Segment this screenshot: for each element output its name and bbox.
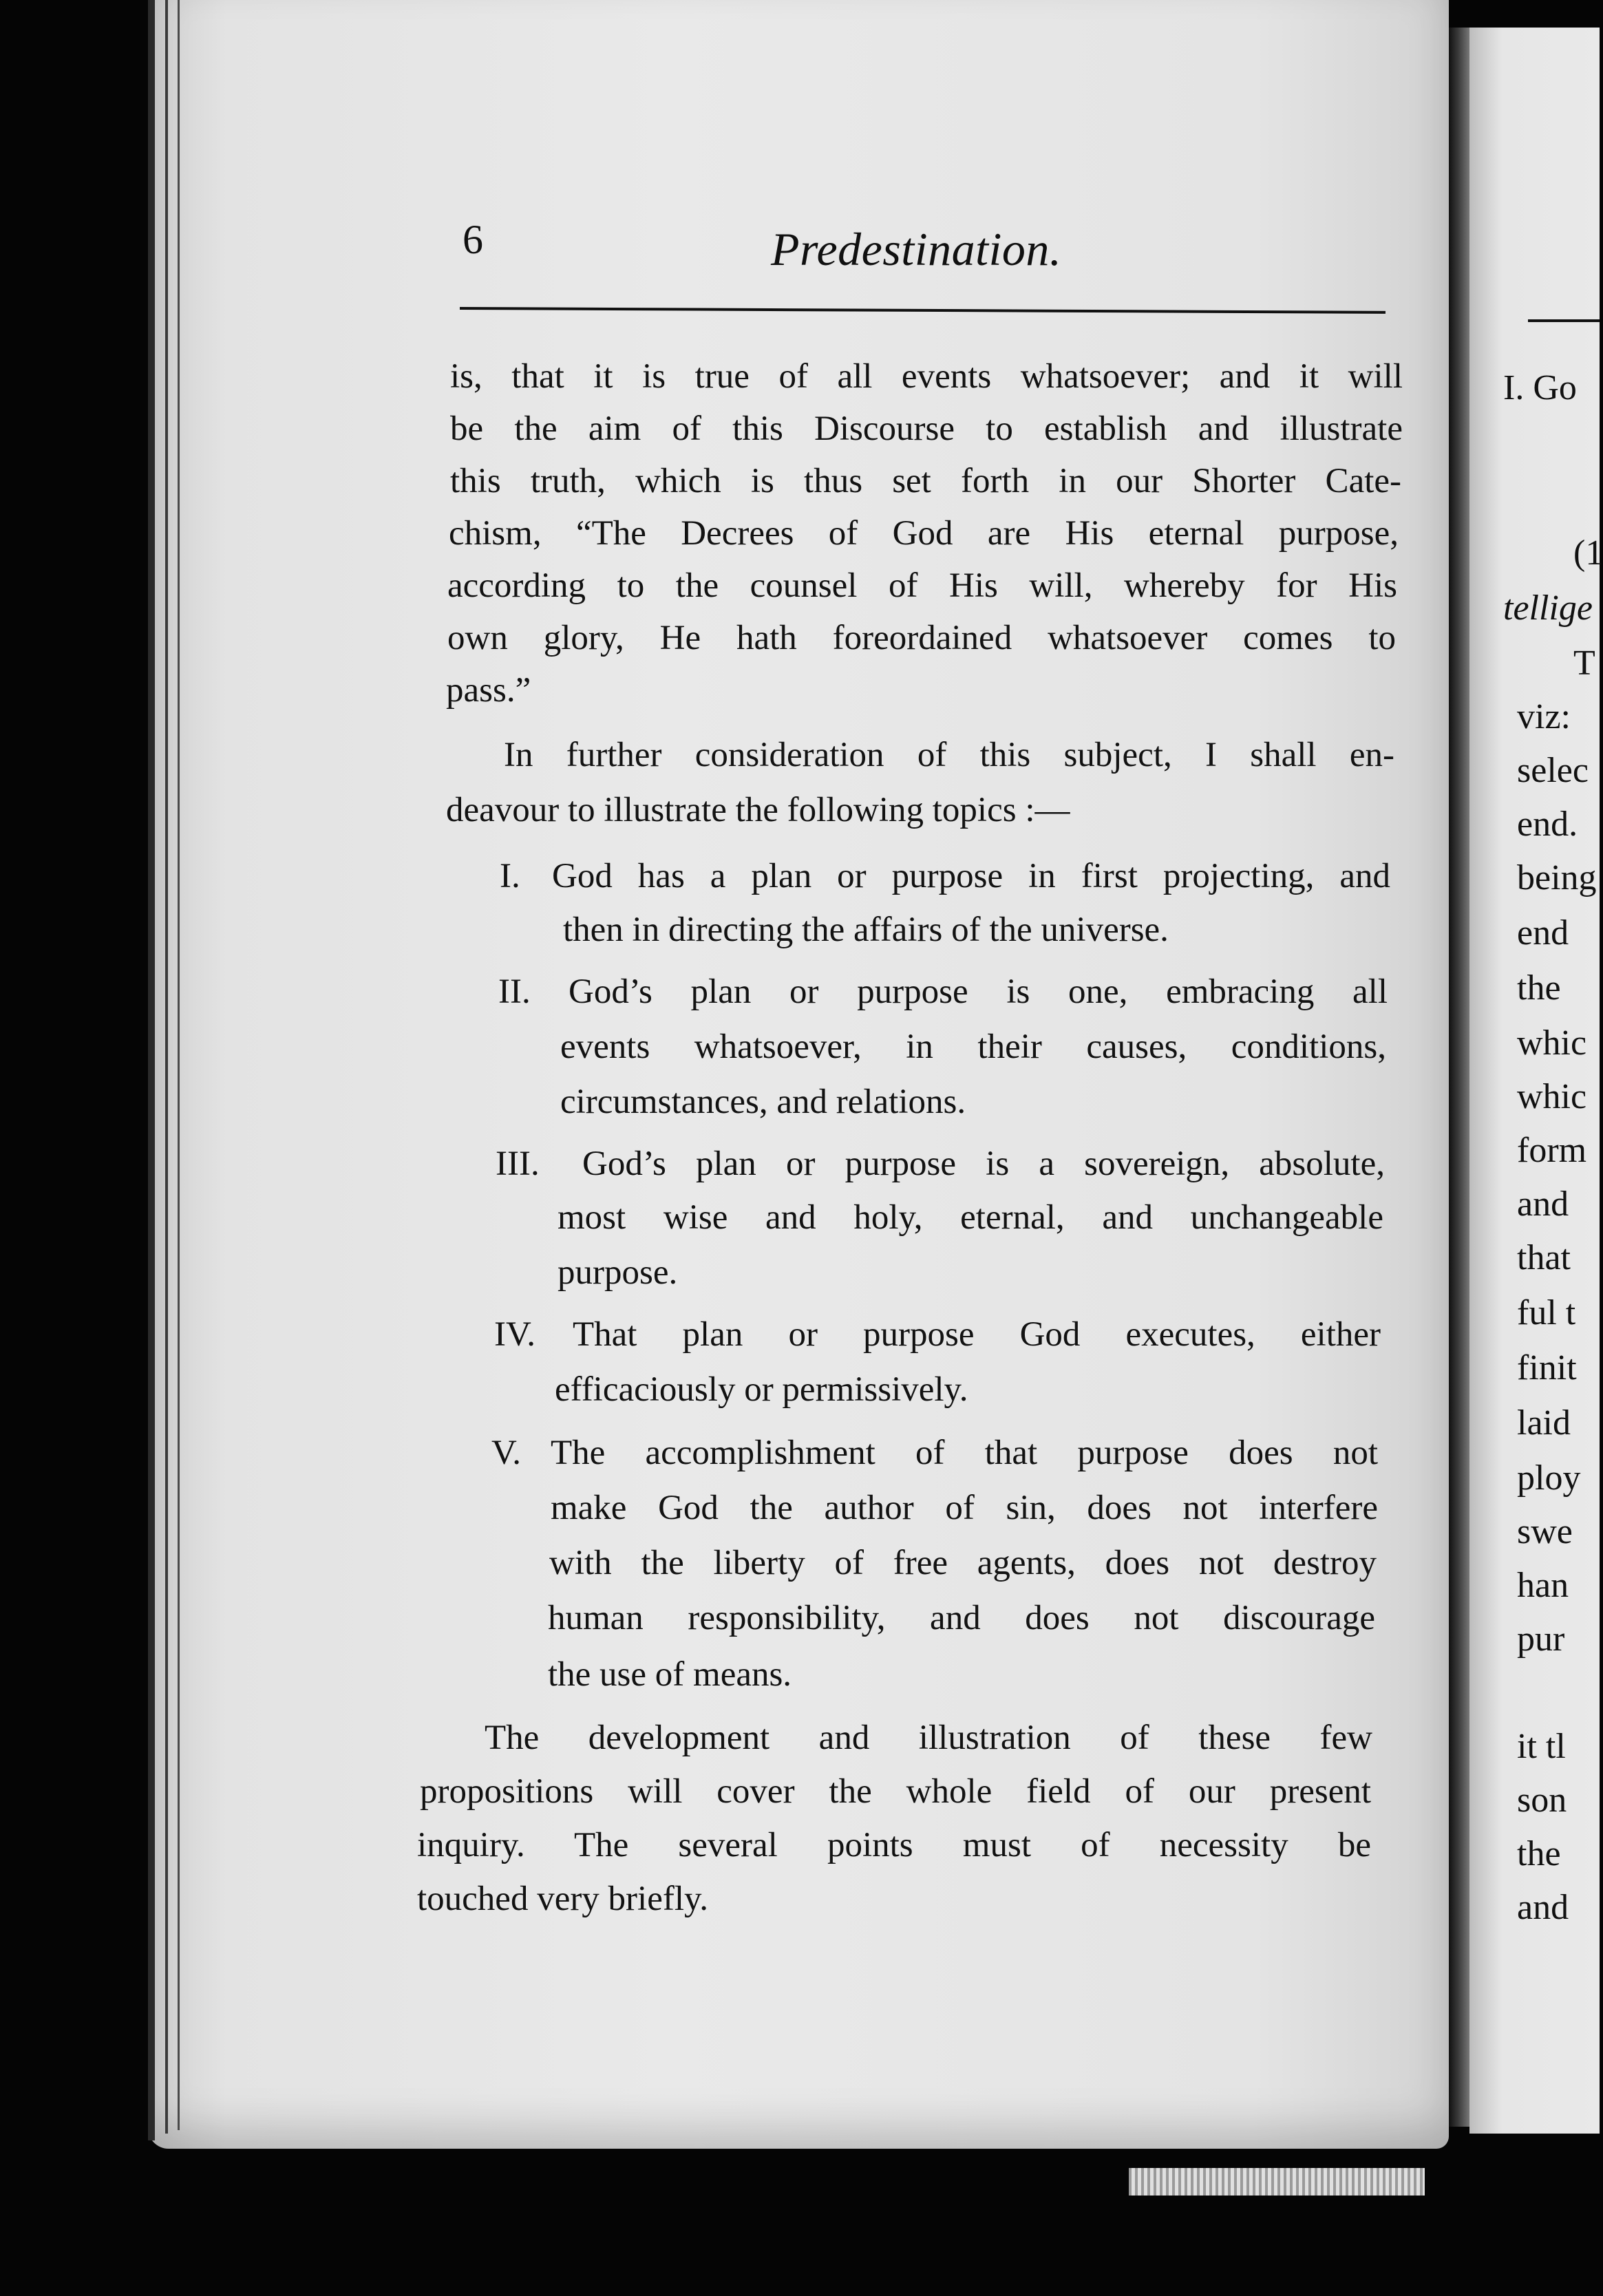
facing-page-line: tellige — [1503, 588, 1593, 628]
topic-line: events whatsoever, in their causes, conditions, — [560, 1028, 1386, 1066]
topic-line: with the liberty of free agents, does not destroy — [549, 1544, 1377, 1582]
facing-page-line: ploy — [1517, 1458, 1581, 1498]
facing-page-line: ful t — [1517, 1293, 1576, 1332]
facing-page-line: being — [1517, 858, 1597, 897]
facing-page-line: (1 — [1573, 533, 1603, 573]
facing-page-line: form — [1517, 1131, 1587, 1170]
page-stack-edge — [178, 0, 180, 2130]
topic-line: then in directing the affairs of the universe. — [563, 911, 1169, 949]
topic-line: most wise and holy, eternal, and unchangeable — [558, 1198, 1383, 1237]
facing-page-line: pur — [1517, 1619, 1565, 1659]
facing-page-line: that — [1517, 1238, 1571, 1277]
topic-line: The accomplishment of that purpose does not — [551, 1434, 1378, 1472]
facing-page-line: viz: — [1517, 697, 1571, 736]
body-line: according to the counsel of His will, whereby for His — [447, 566, 1397, 605]
closing-line: inquiry. The several points must of necessity be — [417, 1826, 1371, 1864]
facing-page-line: swe — [1517, 1512, 1573, 1551]
facing-page-line: T — [1573, 644, 1595, 683]
facing-page-line: end — [1517, 913, 1569, 953]
closing-line: propositions will cover the whole field of our present — [420, 1772, 1371, 1811]
page-stack-edge — [148, 0, 155, 2140]
topic-line: purpose. — [558, 1253, 678, 1292]
facing-page-line: selec — [1517, 751, 1589, 790]
facing-page-line: end. — [1517, 805, 1578, 844]
body-line: In further consideration of this subject, I shall en- — [504, 736, 1394, 774]
facing-page-line: han — [1517, 1566, 1569, 1605]
topic-line: the use of means. — [548, 1655, 792, 1694]
facing-page-line: whic — [1517, 1023, 1587, 1063]
topic-line: That plan or purpose God executes, either — [573, 1315, 1381, 1354]
topic-line: human responsibility, and does not discourage — [548, 1599, 1375, 1637]
facing-page-line: the — [1517, 1834, 1561, 1873]
topic-numeral: III. — [496, 1145, 540, 1183]
topic-numeral: V. — [491, 1434, 522, 1472]
scanner-edge-strip — [1129, 2168, 1425, 2196]
topic-line: God’s plan or purpose is one, embracing all — [569, 972, 1388, 1011]
body-line: this truth, which is thus set forth in our Shorter Cate- — [450, 462, 1401, 500]
topic-line: God has a plan or purpose in first projecting, and — [552, 857, 1390, 895]
facing-page-rule — [1528, 319, 1600, 322]
topic-numeral: II. — [498, 972, 531, 1011]
facing-page-line: laid — [1517, 1403, 1571, 1443]
facing-page-line: whic — [1517, 1077, 1587, 1116]
closing-line: touched very briefly. — [417, 1880, 708, 1918]
topic-line: circumstances, and relations. — [560, 1083, 966, 1121]
facing-page-line: it tl — [1517, 1727, 1566, 1766]
topic-numeral: IV. — [494, 1315, 535, 1354]
page-number: 6 — [463, 217, 483, 262]
body-line: is, that it is true of all events whatsoever; and it will — [450, 357, 1403, 396]
body-line: chism, “The Decrees of God are His eternal purpose, — [449, 514, 1399, 553]
facing-page-line: and — [1517, 1184, 1569, 1224]
closing-line: The development and illustration of these few — [485, 1719, 1372, 1757]
topic-line: make God the author of sin, does not interfere — [551, 1489, 1378, 1527]
page-stack-edge — [165, 0, 168, 2134]
topic-line: efficaciously or permissively. — [555, 1370, 968, 1409]
body-line: pass.” — [446, 671, 531, 710]
facing-page-line: I. Go — [1503, 368, 1577, 407]
body-line: deavour to illustrate the following topics :— — [446, 791, 1070, 829]
book-gutter — [1449, 28, 1469, 2127]
facing-page-line: son — [1517, 1781, 1567, 1820]
body-line: be the aim of this Discourse to establish and illustrate — [450, 410, 1403, 448]
body-line: own glory, He hath foreordained whatsoever comes to — [447, 619, 1396, 657]
topic-line: God’s plan or purpose is a sovereign, absolute, — [582, 1145, 1385, 1183]
topic-numeral: I. — [500, 857, 520, 895]
facing-page-line: and — [1517, 1888, 1569, 1927]
facing-page-line: finit — [1517, 1348, 1577, 1388]
facing-page-line: the — [1517, 968, 1561, 1008]
running-title: Predestination. — [771, 223, 1062, 275]
